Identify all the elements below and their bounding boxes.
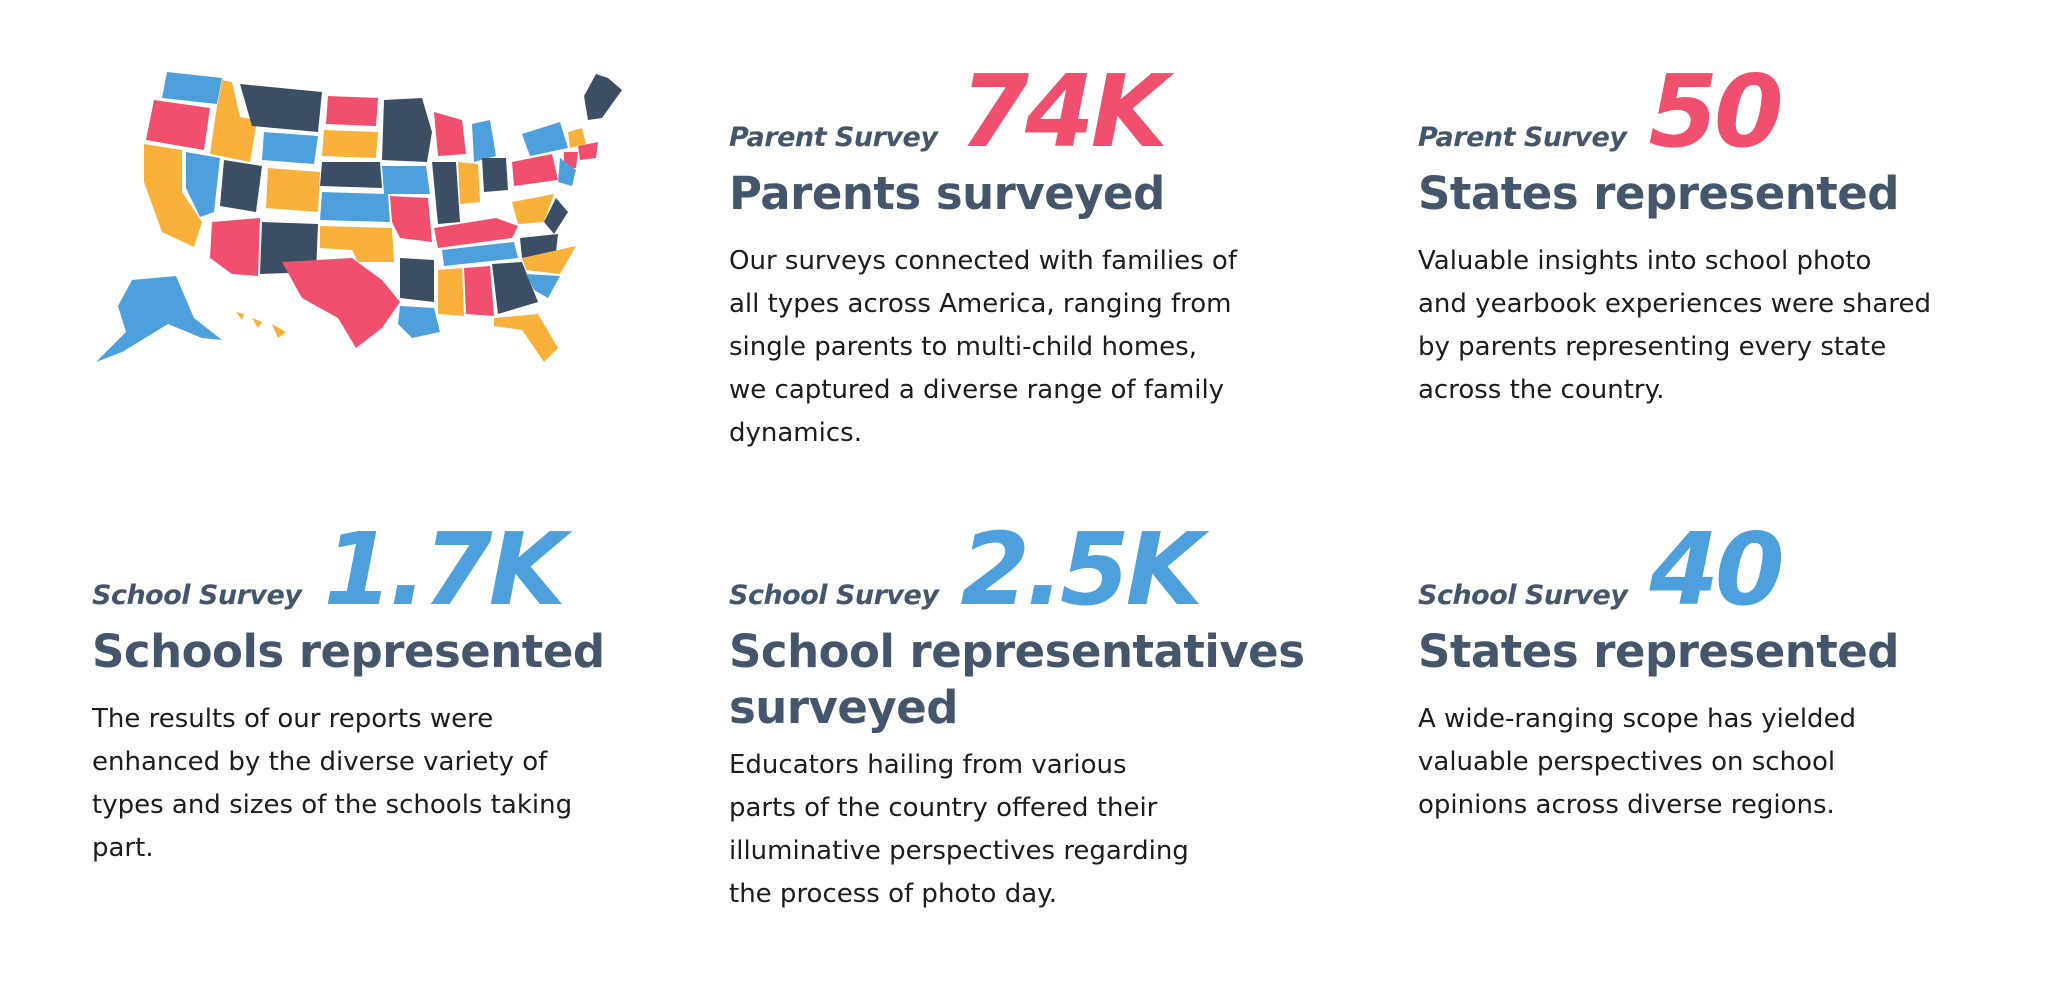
stat-heading: Parents surveyed [729, 167, 1165, 220]
stat-number: 2.5K [960, 511, 1200, 628]
stat-number: 1.7K [323, 511, 563, 628]
survey-label: School Survey [92, 580, 302, 611]
stat-heading: Schools represented [92, 625, 605, 678]
stat-label-row [92, 511, 605, 628]
stat-label-row [1418, 53, 1931, 170]
survey-label: Parent Survey [729, 122, 938, 153]
stat-schools-represented [92, 511, 605, 870]
stat-parent-states [1418, 53, 1931, 412]
stat-description: Educators hailing from various parts of the country offered their illuminative perspectives regarding the process of photo day. [729, 750, 1189, 909]
stat-number: 74K [959, 53, 1165, 170]
stat-school-representatives [729, 511, 1305, 916]
stat-number: 40 [1649, 511, 1781, 628]
stat-heading: School representatives surveyed [729, 625, 1305, 734]
stat-description: Our surveys connected with families of all types across America, ranging from single parents to multi-child homes, we captured a diverse range of family dynamics. [729, 246, 1237, 448]
stat-description: The results of our reports were enhanced by the diverse variety of types and sizes of the schools taking part. [92, 704, 573, 863]
survey-label: Parent Survey [1418, 122, 1627, 153]
stat-parents-surveyed [729, 53, 1237, 455]
stat-description: A wide-ranging scope has yielded valuable perspectives on school opinions across diverse regions. [1418, 704, 1857, 820]
stat-label-row [1418, 511, 1899, 628]
us-states-map-icon [82, 62, 652, 382]
survey-label: School Survey [729, 580, 939, 611]
stat-school-states [1418, 511, 1899, 827]
stat-number: 50 [1648, 53, 1780, 170]
stat-label-row [729, 511, 1304, 628]
stat-heading: States represented [1418, 167, 1899, 220]
survey-label: School Survey [1418, 580, 1628, 611]
stat-label-row [729, 53, 1237, 170]
stat-heading: States represented [1418, 625, 1899, 678]
stat-description: Valuable insights into school photo and yearbook experiences were shared by parents representing every state across the country. [1418, 246, 1931, 405]
